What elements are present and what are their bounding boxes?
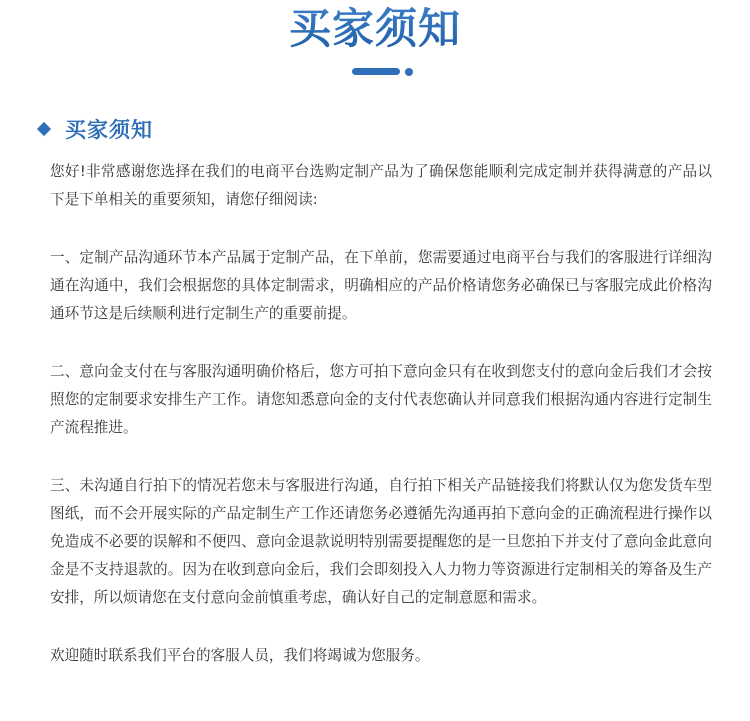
- intro-paragraph: 您好!非常感谢您选择在我们的电商平台选购定制产品为了确保您能顺利完成定制并获得满意的产品以下是下单相关的重要须知，请您仔细阅读:: [50, 163, 712, 208]
- page-title: 买家须知: [0, 2, 750, 56]
- title-decoration: [352, 68, 414, 76]
- notice-paragraph-2: 二、意向金支付在与客服沟通明确价格后，您方可拍下意向金只有在收到您支付的意向金后我们才会按照您的定制要求安排生产工作。请您知悉意向金的支付代表您确认并同意我们根据沟通内容进行定制生产流程推进。: [50, 363, 712, 436]
- section-title: 买家须知: [65, 118, 153, 142]
- title-underline-dot: [405, 68, 413, 76]
- page-header: [0, 0, 750, 90]
- section-heading: [36, 114, 153, 144]
- notice-content: [50, 158, 712, 670]
- closing-paragraph: 欢迎随时联系我们平台的客服人员，我们将竭诚为您服务。: [50, 647, 430, 664]
- notice-paragraph-3: 三、未沟通自行拍下的情况若您未与客服进行沟通，自行拍下相关产品链接我们将默认仅为您发货车型图纸，而不会开展实际的产品定制生产工作还请您务必遵循先沟通再拍下意向金的正确流程进行操作以免造成不必要的误解和不便四、意向金退款说明特别需要提醒您的是一旦您拍下并支付了意向金此意向金是不支持退款的。因为在收到意向金后，我们会即刻投入人力物力等资源进行定制相关的筹备及生产安排，所以烦请您在支付意向金前慎重考虑，确认好自己的定制意愿和需求。: [50, 477, 712, 606]
- diamond-icon: [37, 122, 51, 136]
- notice-paragraph-1: 一、定制产品沟通环节本产品属于定制产品，在下单前，您需要通过电商平台与我们的客服进行详细沟通在沟通中，我们会根据您的具体定制需求，明确相应的产品价格请您务必确保已与客服完成此价格沟通环节这是后续顺利进行定制生产的重要前提。: [50, 249, 712, 322]
- title-underline-bar: [352, 68, 400, 75]
